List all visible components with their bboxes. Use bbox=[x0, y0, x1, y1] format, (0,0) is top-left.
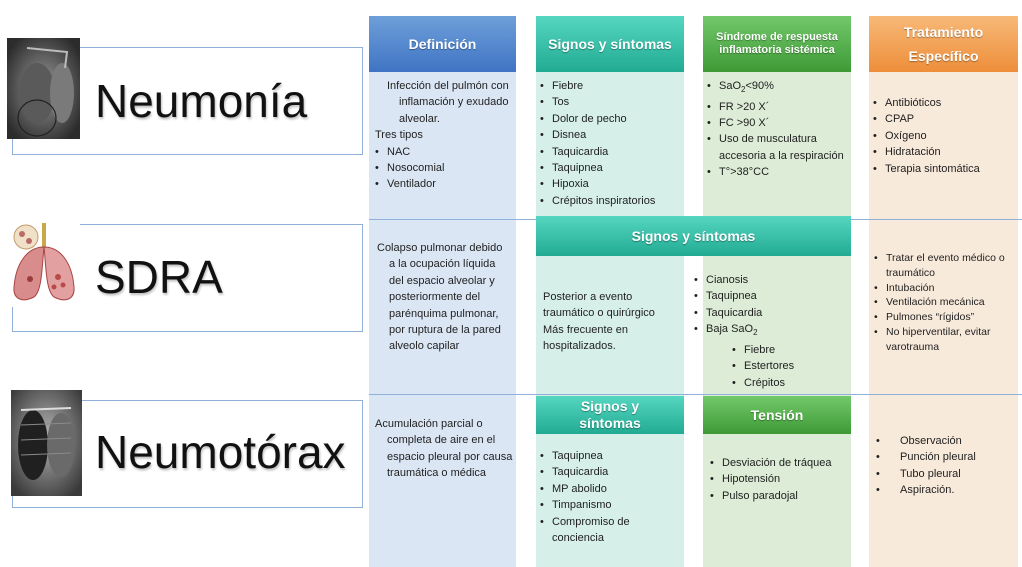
lung-anatomy-icon bbox=[8, 217, 80, 307]
list-item: • Hidratación bbox=[873, 144, 1015, 160]
definicion-header: Definición bbox=[369, 16, 516, 72]
list-item: • CPAP bbox=[873, 111, 1015, 127]
list-item: • Antibióticos bbox=[873, 95, 1015, 111]
chest-xray-icon bbox=[7, 38, 80, 139]
list-item: • Pulso paradojal bbox=[710, 488, 850, 504]
list-item: • Taquicardia bbox=[540, 464, 680, 480]
sdra-sub-signos-list bbox=[732, 342, 849, 391]
neumonia-signos-list bbox=[540, 78, 680, 209]
tension-list bbox=[710, 455, 850, 504]
list-item: • Uso de musculatura accesoria a la respiración bbox=[707, 131, 847, 164]
list-item: • Punción pleural bbox=[876, 449, 1016, 465]
neumotorax-signos-list bbox=[540, 448, 680, 546]
list-item: • Observación bbox=[876, 433, 1016, 449]
sdra-tratamiento-list bbox=[874, 251, 1016, 355]
list-item: • Cianosis bbox=[694, 272, 849, 288]
neumonia-definicion-text: Infección del pulmón con inflamación y exudado alveolar. bbox=[387, 80, 509, 125]
list-item: • NAC bbox=[375, 144, 513, 160]
neumonia-sirs-list bbox=[707, 78, 847, 181]
list-item: • Timpanismo bbox=[540, 497, 680, 513]
sdra-signos-intro-text: Posterior a evento traumático o quirúrgico bbox=[543, 291, 655, 320]
neumonia-title: Neumonía bbox=[95, 75, 308, 127]
sdra-title: SDRA bbox=[95, 251, 223, 303]
list-item: • Baja SaO$_2$ bbox=[694, 321, 849, 342]
list-item: • Taquicardia bbox=[540, 144, 680, 160]
sdra-image bbox=[8, 217, 80, 307]
sdra-signos-list bbox=[694, 272, 849, 342]
tratamiento-header: Tratamiento Específico bbox=[869, 16, 1018, 72]
list-item: • Taquipnea bbox=[540, 160, 680, 176]
list-item: • Pulmones “rígidos” bbox=[874, 310, 1016, 325]
list-item: • Ventilación mecánica bbox=[874, 295, 1016, 310]
list-item: • No hiperventilar, evitar varotrauma bbox=[874, 325, 1016, 355]
sdra-signos-intro-text-2: Más frecuente en hospitalizados. bbox=[543, 323, 628, 353]
neumotorax-title: Neumotórax bbox=[95, 426, 346, 478]
list-item: • Crépitos inspiratorios bbox=[540, 193, 680, 209]
row-separator-2 bbox=[369, 394, 1022, 395]
neumotorax-signos-header: Signos y síntomas bbox=[536, 396, 684, 434]
list-item: • Dolor de pecho bbox=[540, 111, 680, 127]
list-item: • Nosocomial bbox=[375, 160, 513, 176]
neumotorax-definicion: Acumulación parcial o completa de aire en el espacio pleural por causa traumática o médica bbox=[375, 418, 513, 480]
list-item: • Hipoxia bbox=[540, 176, 680, 192]
list-item: • Fiebre bbox=[540, 78, 680, 94]
list-item: • T°>38°CC bbox=[707, 164, 847, 180]
list-item: • FR >20 X´ bbox=[707, 99, 847, 115]
list-item: • Taquipnea bbox=[694, 288, 849, 304]
list-item: • Hipotensión bbox=[710, 471, 850, 487]
list-item: • Oxígeno bbox=[873, 128, 1015, 144]
sdra-signos bbox=[694, 272, 849, 391]
list-item: • Crépitos bbox=[732, 375, 849, 391]
list-item: • Compromiso de conciencia bbox=[540, 514, 680, 547]
list-item: • Tratar el evento médico o traumático bbox=[874, 251, 1016, 281]
list-item: • Terapia sintomática bbox=[873, 161, 1015, 177]
neumonia-tipos-list bbox=[375, 144, 513, 193]
tension-header: Tensión bbox=[703, 396, 851, 434]
neumonia-tratamiento-list bbox=[873, 95, 1015, 177]
list-item: • Disnea bbox=[540, 127, 680, 143]
list-item: • FC >90 X´ bbox=[707, 115, 847, 131]
neumotorax-image bbox=[11, 390, 82, 496]
list-item: • Taquipnea bbox=[540, 448, 680, 464]
list-item: • Tos bbox=[540, 94, 680, 110]
list-item: • Aspiración. bbox=[876, 482, 1016, 498]
list-item: • MP abolido bbox=[540, 481, 680, 497]
list-item: • SaO$_2$<90% bbox=[707, 78, 847, 99]
neumonia-tipos-label: Tres tipos bbox=[375, 129, 423, 142]
signos-header: Signos y síntomas bbox=[536, 16, 684, 72]
list-item: • Ventilador bbox=[375, 176, 513, 192]
neumonia-definicion bbox=[375, 78, 513, 193]
list-item: • Taquicardia bbox=[694, 305, 849, 321]
list-item: • Tubo pleural bbox=[876, 466, 1016, 482]
list-item: • Desviación de tráquea bbox=[710, 455, 850, 471]
sdra-signos-header: Signos y síntomas bbox=[536, 216, 851, 256]
neumonia-image bbox=[7, 38, 80, 139]
neumotorax-tratamiento-list bbox=[876, 433, 1016, 499]
chest-xray-icon bbox=[11, 390, 82, 496]
list-item: • Intubación bbox=[874, 281, 1016, 296]
sdra-signos-intro bbox=[543, 289, 683, 355]
sirs-header: Síndrome de respuesta inflamatoria sistémica bbox=[703, 16, 851, 72]
sdra-definicion: Colapso pulmonar debido a la ocupación líquida del espacio alveolar y posteriormente del parénquima pulmonar, por ruptura de la pared alveolo capilar bbox=[377, 242, 503, 353]
list-item: • Fiebre bbox=[732, 342, 849, 358]
list-item: • Estertores bbox=[732, 358, 849, 374]
